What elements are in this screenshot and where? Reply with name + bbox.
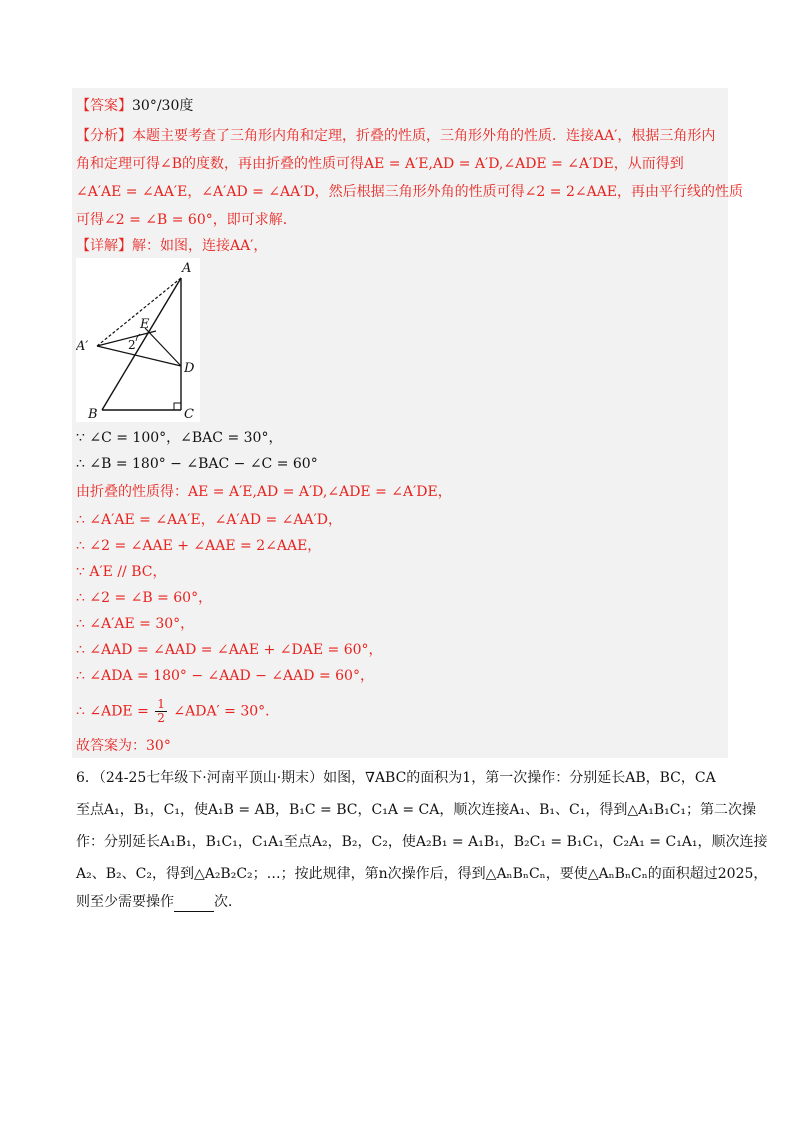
- label-angle-2: 2: [128, 338, 136, 352]
- question-line-1: 6．（24-25七年级下·河南平顶山·期末）如图，∇ABC的面积为1，第一次操作：分别延长AB，BC，CA: [76, 770, 716, 786]
- step-7: ∴ ∠2 = ∠B = 60°，: [76, 590, 213, 606]
- detail-intro: 解：如图，连接AA′，: [132, 238, 268, 254]
- question-line-2: 至点A₁，B₁，C₁，使A₁B = AB，B₁C = BC，C₁A = CA，顺次连接A₁、B₁、C₁，得到△A₁B₁C₁；第二次操: [76, 802, 757, 818]
- step-5: ∴ ∠2 = ∠AAE + ∠AAE = 2∠AAE，: [76, 538, 322, 554]
- side-ab: [102, 278, 181, 410]
- label-a: A: [182, 261, 192, 276]
- label-b: B: [88, 407, 98, 422]
- answer-blank: [174, 897, 214, 912]
- answer-label: 【答案】: [76, 98, 132, 114]
- step-6: ∵ A′E // BC，: [76, 564, 167, 580]
- detail-line: [76, 236, 267, 256]
- label-c: C: [184, 407, 194, 422]
- right-angle-mark: [174, 403, 181, 410]
- analysis-line-1: 【分析】本题主要考查了三角形内角和定理，折叠的性质，三角形外角的性质．连接AA′，根据三角形内: [76, 128, 716, 144]
- fraction-one-half: $\frac{1}{2}$: [157, 697, 165, 725]
- step-final: ∴ ∠ADE = $\frac{1}{2}$ ∠ADA′ = 30°．: [76, 697, 280, 725]
- conclusion: 故答案为：30°: [76, 738, 171, 754]
- step-2: ∴ ∠B = 180° − ∠BAC − ∠C = 60°: [76, 456, 318, 472]
- answer-text: 30°/30度: [132, 98, 194, 114]
- triangle-diagram: [76, 258, 200, 422]
- step-1: ∵ ∠C = 100°，∠BAC = 30°，: [76, 430, 283, 446]
- analysis-label: 【分析】: [76, 128, 132, 144]
- question-line-4: A₂、B₂、C₂，得到△A₂B₂C₂；…；按此规律，第n次操作后，得到△AₙBₙCₙ，要使△AₙBₙCₙ的面积超过2025，: [76, 866, 768, 882]
- analysis-line-3: ∠A′AE = ∠AA′E，∠A′AD = ∠AA′D，然后根据三角形外角的性质可得∠2 = 2∠AAE，再由平行线的性质: [76, 184, 744, 200]
- label-e: E: [140, 317, 150, 332]
- step-9: ∴ ∠AAD = ∠AAD = ∠AAE + ∠DAE = 60°，: [76, 642, 383, 658]
- detail-label: 【详解】: [76, 238, 132, 254]
- geometry-figure: [76, 258, 200, 422]
- segment-e-d: [145, 328, 181, 366]
- answer-line: [76, 96, 193, 116]
- question-line-3: 作：分别延长A₁B₁，B₁C₁，C₁A₁至点A₂，B₂，C₂，使A₂B₁ = A₁B₁，B₂C₁ = B₁C₁，C₂A₁ = C₁A₁，顺次连接: [76, 834, 768, 850]
- step-3: 由折叠的性质得：AE = A′E,AD = A′D,∠ADE = ∠A′DE，: [76, 484, 452, 500]
- step-4: ∴ ∠A′AE = ∠AA′E，∠A′AD = ∠AA′D，: [76, 512, 343, 528]
- step-8: ∴ ∠A′AE = 30°，: [76, 616, 195, 632]
- label-d: D: [184, 361, 195, 376]
- analysis-line-4: 可得∠2 = ∠B = 60°，即可求解．: [76, 212, 297, 228]
- label-a-prime: A′: [76, 339, 89, 354]
- question-line-5: 则至少需要操作 次．: [76, 894, 242, 910]
- analysis-line-2: 角和定理可得∠B的度数，再由折叠的性质可得AE = A′E,AD = A′D,∠ADE = ∠A′DE，从而得到: [76, 156, 684, 172]
- step-10: ∴ ∠ADA = 180° − ∠AAD − ∠AAD = 60°，: [76, 668, 374, 684]
